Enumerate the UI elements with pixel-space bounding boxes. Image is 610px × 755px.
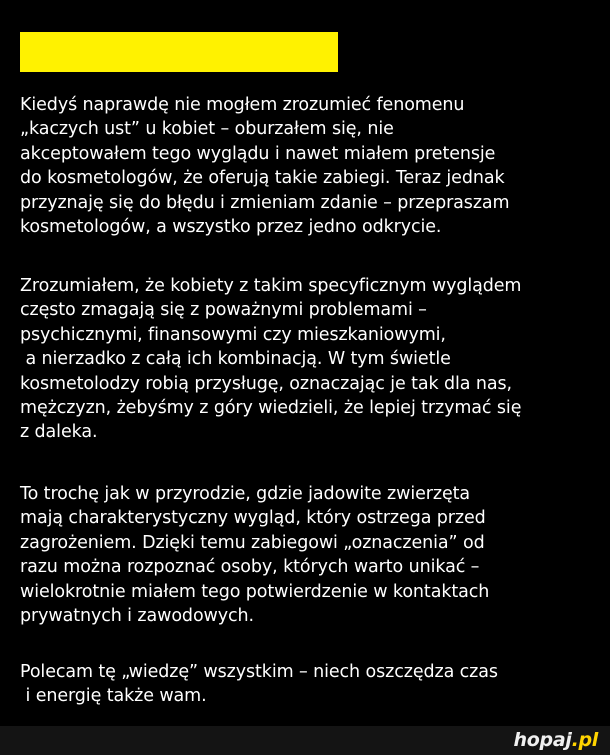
paragraph-4: Polecam tę „wiedzę” wszystkim – niech oszczędza czas i energię także wam. <box>20 662 498 707</box>
logo-tld: .pl <box>571 729 598 751</box>
paragraph-2: Zrozumiałem, że kobiety z takim specyficznym wyglądem często zmagają się z poważnymi problemami – psychicznymi, finansowymi czy mieszkaniowymi, a nierzadko z całą ich kombinacją. W tym świetle kosmetolodzy robią przysługę, oznaczając je tak dla nas, mężczyzn, żebyśmy z góry wiedzieli, że lepiej trzymać się z daleka. <box>20 276 522 443</box>
paragraph-3: To trochę jak w przyrodzie, gdzie jadowite zwierzęta mają charakterystyczny wygląd, który ostrzega przed zagrożeniem. Dzięki temu zabiegowi „oznaczenia” od razu można rozpoznać osoby, których warto unikać – wielokrotnie miałem tego potwierdzenie w kontaktach prywatnych i zawodowych. <box>20 484 490 627</box>
yellow-highlight-bar <box>20 32 338 72</box>
logo-name: hopaj <box>513 729 572 751</box>
paragraph-1: Kiedyś naprawdę nie mogłem zrozumieć fenomenu „kaczych ust” u kobiet – oburzałem się, nie akceptowałem tego wyglądu i nawet miałem pretensje do kosmetologów, że oferują takie zabiegi. Teraz jednak przyznaję się do błędu i zmieniam zdanie – przepraszam kosmetologów, a wszystko przez jedno odkrycie. <box>20 95 510 238</box>
hopaj-logo[interactable] <box>514 729 598 751</box>
